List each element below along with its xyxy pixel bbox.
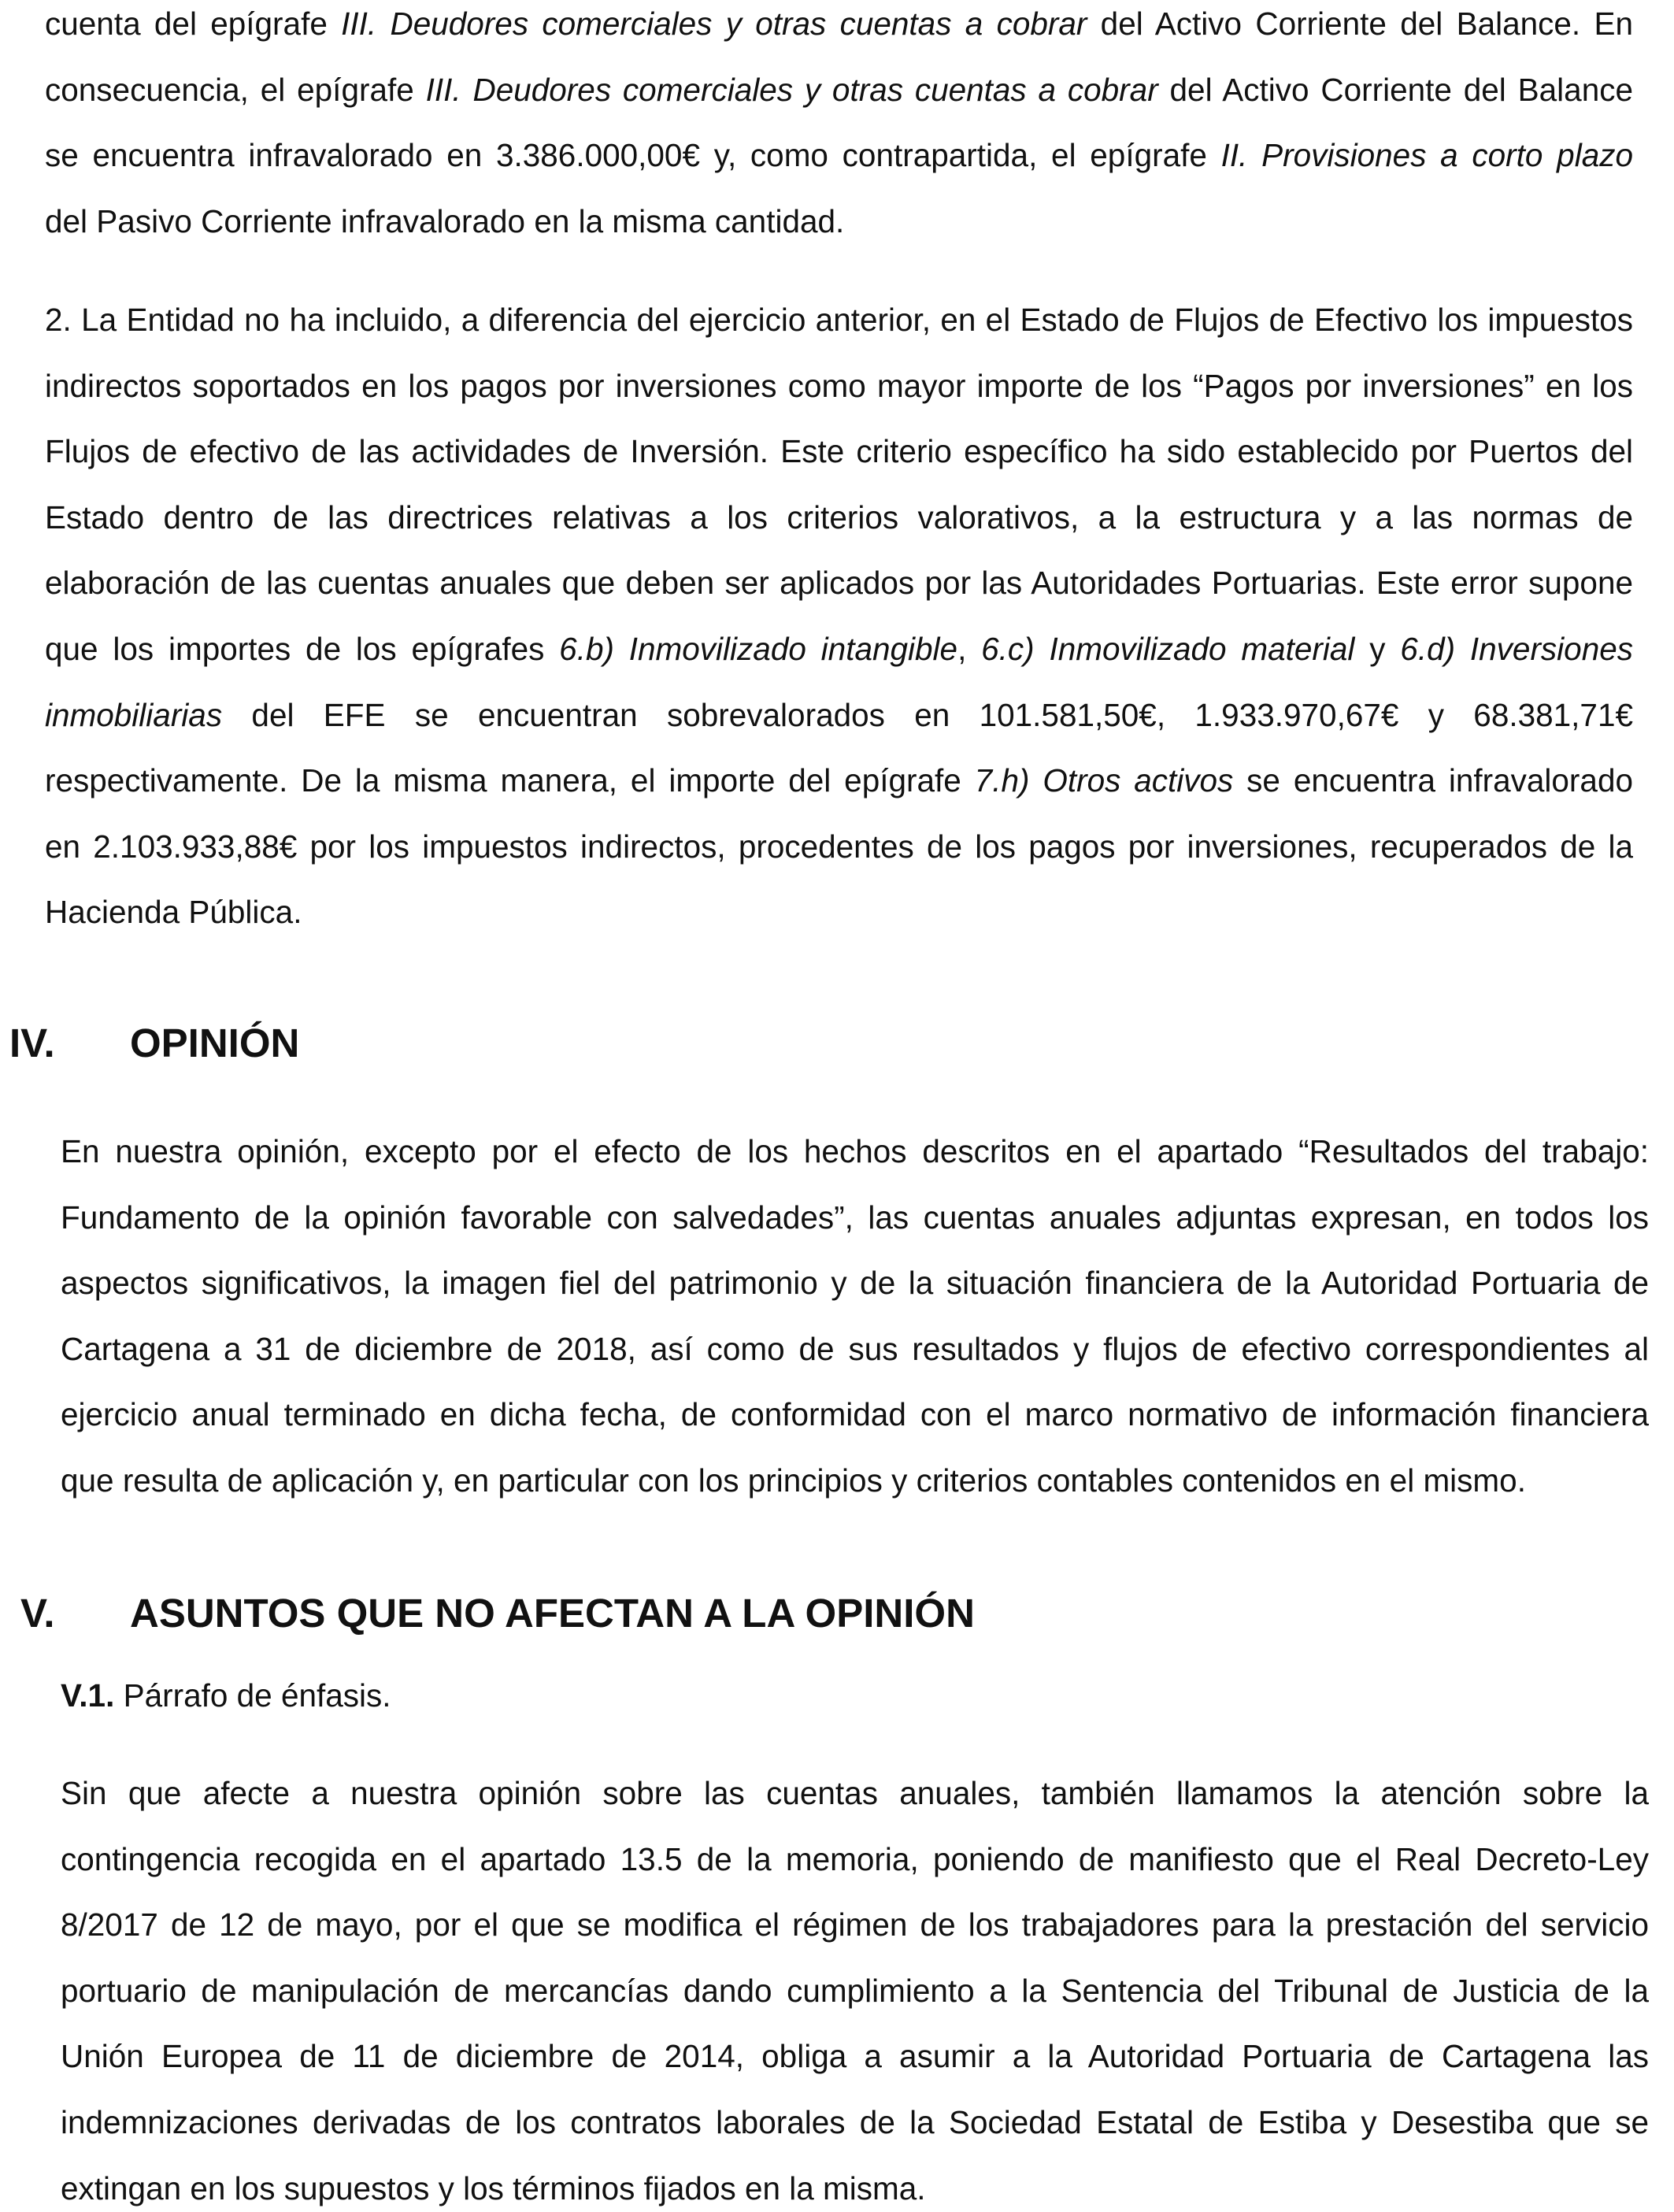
italic-term: 7.h) Otros activos [974,762,1234,799]
italic-term: III. Deudores comerciales y otras cuentas a cobrar [425,71,1158,108]
text-line [61,1836,1649,1883]
text-line [45,823,1633,870]
text-run: Cartagena a 31 de diciembre de 2018, así como de sus resultados y flujos de efectivo correspondientes al [61,1330,1649,1367]
text-line [61,1901,1649,1948]
text-run: del EFE se encuentran sobrevalorados en 101.581,50€, 1.933.970,67€ y 68.381,71€ [222,696,1633,733]
text-run: Estado dentro de las directrices relativas a los criterios valorativos, a la estructura y a las normas de [45,498,1633,535]
text-line [61,2165,1649,2212]
text-run: indemnizaciones derivadas de los contratos laborales de la Sociedad Estatal de Estiba y Desestiba que se [61,2104,1649,2140]
section-title: ASUNTOS QUE NO AFECTAN A LA OPINIÓN [130,1591,975,1636]
text-run: En nuestra opinión, excepto por el efecto de los hechos descritos en el apartado “Resultados del trabajo: [61,1133,1649,1169]
text-line [61,2032,1649,2080]
text-line [45,198,1633,245]
text-line [61,2099,1649,2146]
text-run: contingencia recogida en el apartado 13.5 de la memoria, poniendo de manifiesto que el Real Decreto-Ley [61,1840,1649,1877]
italic-term: 6.c) Inmovilizado material [981,631,1355,667]
text-line [61,1194,1649,1241]
text-run: , [957,631,982,667]
section-number: V. [20,1591,55,1636]
text-run: extingan en los supuestos y los términos fijados en la misma. [61,2169,926,2206]
italic-term: III. Deudores comerciales y otras cuentas a cobrar [341,6,1087,42]
subsection-heading-v1 [61,1672,391,1719]
text-line [61,1259,1649,1306]
text-run: ejercicio anual terminado en dicha fecha, de conformidad con el marco normativo de información financiera [61,1396,1649,1433]
text-line [61,1325,1649,1373]
text-line [61,1457,1649,1504]
text-run: Hacienda Pública. [45,894,302,931]
text-run: Sin que afecte a nuestra opinión sobre las cuentas anuales, también llamamos la atención sobre la [61,1775,1649,1811]
text-line [45,0,1633,47]
text-line [45,66,1633,113]
section-title: OPINIÓN [130,1021,300,1065]
text-line [45,625,1633,672]
text-run: respectivamente. De la misma manera, el importe del epígrafe [45,762,975,799]
subsection-title: Párrafo de énfasis. [123,1677,391,1714]
subsection-number: V.1. [61,1677,115,1714]
italic-term: 6.b) Inmovilizado intangible [559,631,958,667]
text-run: del Pasivo Corriente infravalorado en la misma cantidad. [45,202,845,239]
text-run: indirectos soportados en los pagos por inversiones como mayor importe de los “Pagos por inversiones” en los [45,367,1633,404]
text-run: se encuentra infravalorado [1233,762,1633,799]
text-run: que los importes de los epígrafes [45,631,560,667]
italic-term: 6.d) Inversiones [1400,631,1633,667]
text-line [61,1391,1649,1438]
text-run: se encuentra infravalorado en 3.386.000,00€ y, como contrapartida, el epígrafe [45,137,1221,173]
text-line [45,757,1633,804]
text-line [61,1769,1649,1817]
text-line [45,559,1633,606]
text-run: Flujos de efectivo de las actividades de Inversión. Este criterio específico ha sido establecido por Puertos del [45,433,1633,470]
text-run: cuenta del epígrafe [45,6,342,42]
text-run: del Activo Corriente del Balance [1157,71,1633,108]
text-run: elaboración de las cuentas anuales que deben ser aplicados por las Autoridades Portuarias. Este error supone [45,565,1633,602]
text-line [45,428,1633,475]
text-run: y [1354,631,1401,667]
text-run: Unión Europea de 11 de diciembre de 2014, obliga a asumir a la Autoridad Portuaria de Cartagena las [61,2038,1649,2075]
text-line [45,296,1633,343]
text-run: que resulta de aplicación y, en particular con los principios y criterios contables contenidos en el mismo. [61,1462,1526,1499]
text-line [45,691,1633,739]
text-line [45,132,1633,179]
text-line [45,494,1633,541]
text-run: portuario de manipulación de mercancías dando cumplimiento a la Sentencia del Tribunal de Justicia de la [61,1972,1649,2009]
text-run: Fundamento de la opinión favorable con salvedades”, las cuentas anuales adjuntas expresan, en todos los [61,1199,1649,1236]
text-run: 2. La Entidad no ha incluido, a diferencia del ejercicio anterior, en el Estado de Flujos de Efectivo los impuestos [45,302,1633,338]
text-run: del Activo Corriente del Balance. En [1087,6,1634,42]
text-line [61,1128,1649,1175]
text-line [45,362,1633,409]
italic-term: II. Provisiones a corto plazo [1220,137,1633,173]
text-run: aspectos significativos, la imagen fiel del patrimonio y de la situación financiera de la Autoridad Portuaria de [61,1265,1649,1302]
text-run: 8/2017 de 12 de mayo, por el que se modifica el régimen de los trabajadores para la prestación del servicio [61,1906,1649,1943]
text-line [61,1967,1649,2014]
italic-term: inmobiliarias [45,696,223,733]
section-number: IV. [9,1021,55,1065]
text-run: en 2.103.933,88€ por los impuestos indirectos, procedentes de los pagos por inversiones, recuperados de la [45,828,1633,865]
text-line [45,888,1633,936]
text-run: consecuencia, el epígrafe [45,71,426,108]
